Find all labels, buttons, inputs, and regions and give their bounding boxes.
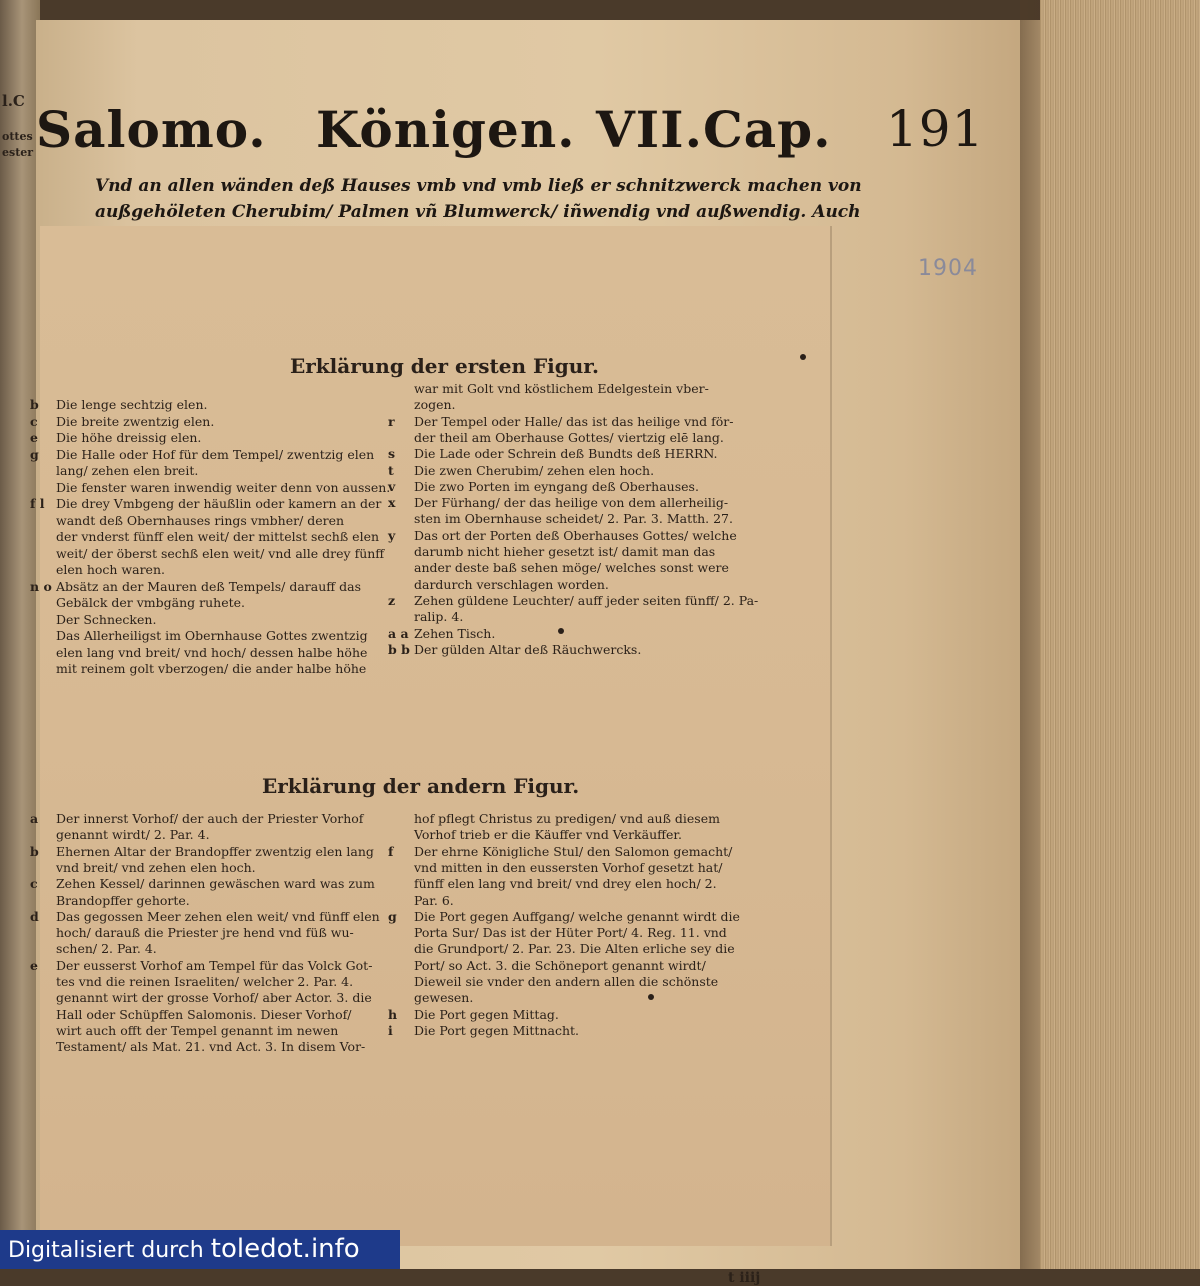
legend-letter: g — [30, 446, 39, 462]
legend-letter: h — [388, 1006, 398, 1022]
legend-letter: f l — [30, 496, 45, 511]
header-chapter: VII.Cap. — [596, 100, 832, 159]
legend-text: Die breite zwentzig elen. — [56, 413, 215, 429]
legend-entry — [30, 512, 344, 529]
legend-text: ralip. 4. — [414, 609, 464, 625]
legend-text: sten im Obernhause scheidet/ 2. Par. 3. Matth. 27. — [414, 511, 733, 527]
legend-text: Die höhe dreissig elen. — [56, 430, 202, 445]
legend-letter: f — [388, 843, 394, 859]
legend-text: genannt wirt der grosse Vorhof/ aber Actor. 3. die — [56, 990, 372, 1006]
legend-entry — [388, 1022, 579, 1039]
legend-letter: n o — [30, 578, 52, 594]
legend-entry — [30, 578, 361, 595]
ink-spot — [558, 628, 564, 634]
header-book: Salomo. — [36, 100, 267, 159]
legend-entry — [30, 810, 363, 827]
legend-text: lang/ zehen elen breit. — [56, 463, 199, 478]
legend-entry — [30, 545, 384, 562]
legend-letter: c — [30, 876, 38, 892]
legend-text: der vnderst fünff elen weit/ der mittelst sechß elen — [56, 529, 380, 544]
legend-text: der theil am Oberhause Gottes/ viertzig elē lang. — [414, 429, 724, 445]
legend-text: mit reinem golt vberzogen/ die ander halbe höhe — [56, 661, 367, 676]
digitization-watermark — [0, 1230, 400, 1269]
legend-entry — [30, 446, 374, 463]
legend-entry — [388, 957, 706, 974]
ink-spot — [800, 354, 806, 360]
legend-text: Der innerst Vorhof/ der auch der Priester Vorhof — [56, 811, 364, 826]
legend-text: Zehen güldene Leuchter/ auff jeder seiten fünff/ 2. Pa- — [414, 592, 759, 608]
legend-entry — [388, 875, 717, 892]
legend-letter: x — [388, 495, 396, 511]
legend-text: elen hoch waren. — [56, 562, 165, 577]
header-title: Königen. — [316, 100, 576, 159]
legend-letter: g — [388, 908, 397, 924]
book-fore-edge — [1040, 0, 1200, 1269]
legend-letter: b b — [388, 641, 410, 657]
legend-entry — [388, 641, 641, 658]
legend-entry — [30, 1006, 351, 1023]
left-margin-fragment: l.C — [2, 92, 25, 110]
legend-entry — [30, 413, 214, 430]
legend-entry — [30, 627, 368, 644]
legend-text: Die drey Vmbgeng der häußlin oder kamern an der — [56, 496, 382, 511]
legend-text: Das gegossen Meer zehen elen weit/ vnd fünff elen — [56, 908, 380, 924]
legend-entry — [388, 989, 473, 1006]
legend-entry — [388, 843, 732, 860]
legend-letter: a a — [388, 625, 409, 641]
legend-text: Das ort der Porten deß Oberhauses Gottes/ welche — [414, 527, 737, 543]
legend-entry — [30, 528, 379, 545]
legend-letter: d — [30, 908, 39, 924]
legend-text: Ehernen Altar der Brandopffer zwentzig elen lang — [56, 843, 374, 859]
legend-text: Die fenster waren inwendig weiter denn von aussen. — [56, 479, 391, 495]
legend-entry — [30, 644, 367, 661]
legend-entry — [388, 859, 722, 876]
legend-letter: i — [388, 1022, 393, 1038]
legend-text: fünff elen lang vnd breit/ vnd drey elen hoch/ 2. — [414, 876, 717, 892]
legend-entry — [30, 957, 372, 974]
legend-entry — [388, 396, 456, 413]
legend-text: genannt wirdt/ 2. Par. 4. — [56, 827, 210, 843]
legend-text: Absätz an der Mauren deß Tempels/ darauff das — [56, 578, 361, 594]
legend-text: war mit Golt vnd köstlichem Edelgestein vber- — [414, 381, 709, 396]
legend-text: vnd breit/ vnd zehen elen hoch. — [56, 859, 256, 875]
legend-entry — [30, 495, 381, 512]
legend-text: Die zwo Porten im eyngang deß Oberhauses. — [414, 478, 699, 494]
legend-text: ander deste baß sehen möge/ welches sonst were — [414, 560, 729, 576]
legend-text: Vorhof trieb er die Käuffer vnd Verkäuffer. — [414, 827, 682, 843]
legend-entry — [30, 875, 375, 892]
legend-text: weit/ der öberst sechß elen weit/ vnd alle drey fünff — [56, 545, 385, 561]
legend-entry — [388, 543, 715, 560]
legend-text: Der Tempel oder Halle/ das ist das heilige vnd för- — [414, 413, 734, 429]
legend-entry — [30, 479, 390, 496]
legend-letter: a — [30, 811, 39, 826]
legend-entry — [388, 1006, 559, 1023]
legend-text: Der eusserst Vorhof am Tempel für das Volck Got- — [56, 957, 373, 973]
legend-entry — [30, 892, 190, 909]
legend-letter: e — [30, 430, 38, 445]
legend-text: Port/ so Act. 3. die Schöneport genannt wirdt/ — [414, 957, 706, 973]
legend-entry — [30, 1038, 365, 1055]
pencil-annotation: 1904 — [918, 256, 978, 281]
legend-text: Die Port gegen Auffgang/ welche genannt wirdt die — [414, 908, 740, 924]
watermark-prefix: Digitalisiert durch — [8, 1238, 204, 1263]
legend-text: zogen. — [414, 397, 456, 413]
legend-text: Der Fürhang/ der das heilige von dem allerheilig- — [414, 495, 729, 511]
legend-text: Die Port gegen Mittnacht. — [414, 1022, 580, 1038]
legend-entry — [388, 445, 718, 462]
legend-entry — [30, 1022, 338, 1039]
legend-text: wirt auch offt der Tempel genannt im newen — [56, 1022, 339, 1038]
legend-entry — [30, 908, 380, 925]
legend-entry — [388, 510, 733, 527]
legend-text: Dieweil sie vnder den andern allen die schönste — [414, 974, 719, 989]
running-header — [36, 100, 996, 170]
figure1-title: Erklärung der ersten Figur. — [290, 354, 599, 378]
legend-text: schen/ 2. Par. 4. — [56, 941, 157, 957]
legend-letter: t — [388, 462, 394, 478]
legend-entry — [388, 810, 720, 827]
left-margin-fragment: ottes — [2, 130, 33, 143]
legend-text: Der ehrne Königliche Stul/ den Salomon gemacht/ — [414, 843, 733, 859]
legend-entry — [30, 924, 354, 941]
legend-entry — [30, 940, 157, 957]
legend-entry — [388, 608, 463, 625]
body-text-line: außgehöleten Cherubim/ Palmen vñ Blumwerck/ iñwendig vnd außwendig. Auch — [95, 202, 861, 222]
legend-entry — [388, 973, 718, 990]
legend-text: hof pflegt Christus zu predigen/ vnd auß diesem — [414, 811, 720, 826]
legend-text: Das Allerheiligst im Obernhause Gottes zwentzig — [56, 628, 368, 643]
legend-letter: y — [388, 527, 396, 543]
legend-entry — [388, 940, 735, 957]
legend-entry — [388, 462, 654, 479]
legend-entry — [30, 859, 256, 876]
legend-letter: v — [388, 478, 396, 494]
legend-letter: b — [30, 843, 39, 859]
legend-entry — [30, 843, 374, 860]
legend-letter: c — [30, 413, 38, 429]
figure2-title: Erklärung der andern Figur. — [262, 774, 580, 798]
legend-text: wandt deß Obernhauses rings vmbher/ deren — [56, 512, 345, 528]
legend-entry — [388, 924, 727, 941]
legend-text: Die Halle oder Hof für dem Tempel/ zwentzig elen — [56, 446, 375, 462]
legend-letter: z — [388, 592, 396, 608]
legend-letter: e — [30, 957, 38, 973]
legend-letter: r — [388, 413, 395, 429]
legend-entry — [388, 478, 699, 495]
legend-entry — [30, 973, 353, 990]
legend-entry — [388, 826, 682, 843]
legend-text: die Grundport/ 2. Par. 23. Die Alten erliche sey die — [414, 941, 735, 957]
legend-text: gewesen. — [414, 990, 474, 1006]
legend-entry — [30, 594, 245, 611]
legend-text: Die lenge sechtzig elen. — [56, 397, 208, 412]
legend-entry — [30, 611, 156, 628]
signature-mark: t iiij — [728, 1270, 761, 1286]
page-number: 191 — [886, 100, 985, 158]
ink-spot — [648, 994, 654, 1000]
legend-text: Die zwen Cherubim/ zehen elen hoch. — [414, 462, 655, 478]
legend-letter: b — [30, 397, 39, 412]
legend-text: Zehen Kessel/ darinnen gewäschen ward was zum — [56, 876, 375, 892]
legend-text: dardurch verschlagen worden. — [414, 576, 609, 592]
legend-text: elen lang vnd breit/ vnd hoch/ dessen halbe höhe — [56, 644, 368, 660]
legend-text: darumb nicht hieher gesetzt ist/ damit man das — [414, 544, 716, 559]
legend-entry — [30, 989, 372, 1006]
legend-text: Brandopffer gehorte. — [56, 892, 190, 908]
legend-text: Der gülden Altar deß Räuchwercks. — [414, 641, 642, 657]
watermark-brand: toledot.info — [210, 1234, 360, 1264]
legend-entry — [388, 892, 454, 909]
legend-letter: s — [388, 446, 396, 462]
legend-entry — [30, 826, 210, 843]
legend-text: tes vnd die reinen Israeliten/ welcher 2. Par. 4. — [56, 974, 354, 989]
legend-entry — [388, 576, 609, 593]
legend-entry — [388, 908, 740, 925]
legend-entry — [30, 660, 366, 677]
legend-entry — [388, 559, 729, 576]
legend-entry — [388, 413, 734, 430]
legend-entry — [30, 396, 207, 413]
legend-text: Die Lade oder Schrein deß Bundts deß HERRN. — [414, 446, 718, 462]
legend-text: Der Schnecken. — [56, 611, 157, 627]
legend-text: Die Port gegen Mittag. — [414, 1006, 559, 1022]
legend-text: vnd mitten in den eussersten Vorhof gesetzt hat/ — [414, 859, 723, 875]
legend-text: Zehen Tisch. — [414, 625, 496, 641]
body-text-line: Vnd an allen wänden deß Hauses vmb vnd vmb ließ er schnitzwerck machen von — [95, 176, 862, 196]
legend-entry — [30, 462, 198, 479]
legend-entry — [388, 527, 737, 544]
legend-text: Hall oder Schüpffen Salomonis. Dieser Vorhof/ — [56, 1006, 352, 1022]
legend-entry — [388, 380, 709, 397]
legend-entry — [388, 592, 758, 609]
legend-text: Par. 6. — [414, 892, 454, 908]
legend-text: Porta Sur/ Das ist der Hüter Port/ 4. Reg. 11. vnd — [414, 925, 727, 941]
legend-entry — [388, 494, 728, 511]
left-margin-fragment: ester — [2, 146, 34, 159]
legend-text: hoch/ darauß die Priester jre hend vnd füß wu- — [56, 925, 354, 941]
legend-entry — [30, 561, 165, 578]
legend-entry — [30, 429, 201, 446]
legend-entry — [388, 429, 724, 446]
legend-text: Gebälck der vmbgäng ruhete. — [56, 595, 245, 610]
legend-entry — [388, 625, 495, 642]
legend-text: Testament/ als Mat. 21. vnd Act. 3. In disem Vor- — [56, 1039, 366, 1055]
